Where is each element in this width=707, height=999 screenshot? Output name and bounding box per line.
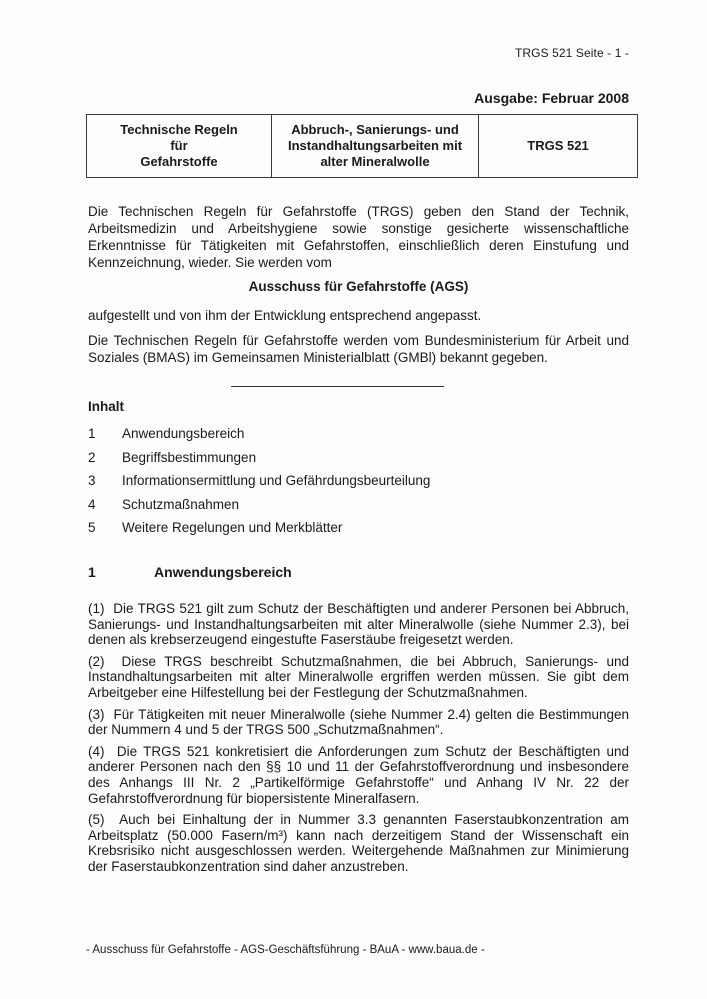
intro-block (88, 203, 629, 366)
title-line: Instandhaltungsarbeiten mit (287, 138, 463, 153)
toc-item (88, 469, 629, 493)
title-cell-subject (272, 115, 479, 178)
toc-number: 5 (88, 520, 96, 536)
committee-name: Ausschuss für Gefahrstoffe (AGS) (248, 279, 469, 294)
section-body (88, 601, 629, 881)
title-line: alter Mineralwolle (320, 154, 430, 169)
toc-number: 2 (88, 449, 96, 465)
toc-label: Weitere Regelungen und Merkblätter (122, 520, 343, 536)
page-reference: TRGS 521 Seite - 1 - (514, 46, 629, 60)
page-footer: - Ausschuss für Gefahrstoffe - AGS-Geschäftsführung - BAuA - www.baua.de - (86, 944, 485, 956)
issue-date: Ausgabe: Februar 2008 (474, 90, 629, 106)
toc-number: 4 (88, 496, 96, 512)
intro-paragraph: Die Technischen Regeln für Gefahrstoffe (TRGS) geben den Stand der Technik, Arbeitsmedizin und Arbeitshygiene sowie sonstige gesicherte wissenschaftliche Erkenntnisse für Tätigkeiten mit Gefahrstoffen, einschließlich deren Einstufung und Kennzeichnung, wieder. Sie werden vom (88, 204, 629, 270)
section-title: Anwendungsbereich (154, 564, 292, 580)
title-cell-code: TRGS 521 (479, 115, 638, 178)
section-paragraph: (1) Die TRGS 521 gilt zum Schutz der Beschäftigten und anderer Personen bei Abbruch, Sanierungs- und Instandhaltungsarbeiten mit alter Mineralwolle (siehe Nummer 2.3), bei denen als krebserzeugend eingestufte Faserstäube freigesetzt werden. (88, 601, 629, 648)
toc-title: Inhalt (88, 399, 124, 414)
toc-item (88, 516, 629, 540)
title-cell-regulation-type (87, 115, 272, 178)
title-line: Technische Regeln (120, 122, 238, 137)
toc-number: 3 (88, 473, 96, 489)
toc-label: Informationsermittlung und Gefährdungsbeurteilung (122, 473, 431, 489)
intro-paragraph: aufgestellt und von ihm der Entwicklung entsprechend angepasst. (88, 308, 482, 323)
title-table (86, 114, 638, 178)
title-line: für (170, 138, 188, 153)
toc-number: 1 (88, 426, 96, 442)
title-line: Gefahrstoffe (140, 154, 218, 169)
intro-paragraph: Die Technischen Regeln für Gefahrstoffe werden vom Bundesministerium für Arbeit und Soziales (BMAS) im Gemeinsamen Ministerialblatt (GMBl) bekannt gegeben. (88, 333, 629, 365)
section-number: 1 (88, 564, 96, 580)
divider-line (231, 386, 444, 387)
section-paragraph: (3) Für Tätigkeiten mit neuer Mineralwolle (siehe Nummer 2.4) gelten die Bestimmungen der Nummern 4 und 5 der TRGS 500 „Schutzmaßnahmen“. (88, 706, 629, 738)
section-heading (88, 564, 292, 580)
section-paragraph: (2) Diese TRGS beschreibt Schutzmaßnahmen, die bei Abbruch, Sanierungs- und Instandhaltungsarbeiten mit alter Mineralwolle ergriffen werden müssen. Sie gibt dem Arbeitgeber eine Hilfestellung bei der Festlegung der Schutzmaßnahmen. (88, 653, 629, 700)
toc-item (88, 493, 629, 517)
title-line: Abbruch-, Sanierungs- und (291, 122, 459, 137)
toc-label: Schutzmaßnahmen (122, 496, 240, 512)
section-paragraph: (5) Auch bei Einhaltung der in Nummer 3.3 genannten Faserstaubkonzentration am Arbeitsplatz (50.000 Fasern/m³) kann nach derzeitigem Stand der Wissenschaft ein Krebsrisiko nicht ausgeschlossen werden. Weitergehende Maßnahmen zur Minimierung der Faserstaubkonzentration sind daher anzustreben. (88, 812, 629, 874)
section-paragraph: (4) Die TRGS 521 konkretisiert die Anforderungen zum Schutz der Beschäftigten und anderer Personen nach den §§ 10 und 11 der Gefahrstoffverordnung und insbesondere des Anhangs III Nr. 2 „Partikelförmige Gefahrstoffe“ und Anhang IV Nr. 22 der Gefahrstoffverordnung für biopersistente Mineralfasern. (88, 743, 629, 806)
table-of-contents (88, 398, 629, 540)
toc-item (88, 446, 629, 470)
toc-item (88, 422, 629, 446)
toc-label: Anwendungsbereich (122, 426, 245, 442)
toc-label: Begriffsbestimmungen (122, 449, 257, 465)
